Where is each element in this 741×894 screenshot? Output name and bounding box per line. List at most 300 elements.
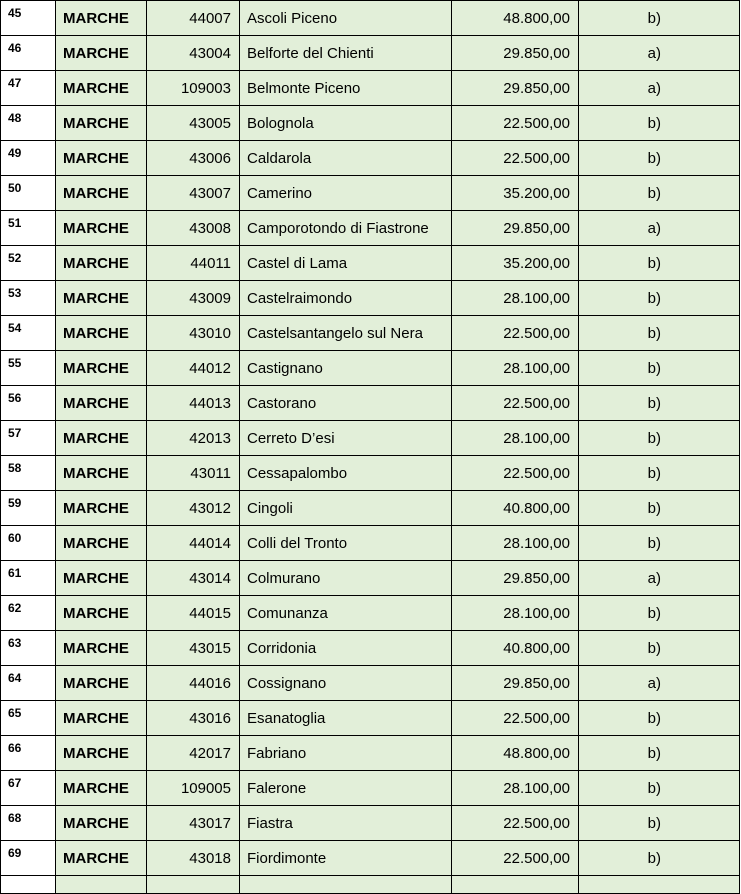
region-cell — [56, 736, 147, 771]
amount-cell-text: 28.100,00 — [503, 359, 570, 377]
istat-code-cell — [147, 456, 240, 491]
istat-code-cell — [147, 386, 240, 421]
row-number-text: 57 — [8, 426, 22, 440]
istat-code-cell-text: 44012 — [189, 359, 231, 377]
amount-cell-text: 22.500,00 — [503, 394, 570, 412]
region-cell — [56, 386, 147, 421]
istat-code-cell — [147, 421, 240, 456]
istat-code-cell-text: 43015 — [189, 639, 231, 657]
amount-cell — [452, 456, 579, 491]
row-number-text: 59 — [8, 496, 22, 510]
region-cell-text: MARCHE — [63, 324, 129, 342]
amount-cell — [452, 666, 579, 701]
region-cell-text: MARCHE — [63, 674, 129, 692]
municipality-cell-text: Castignano — [247, 359, 323, 377]
municipality-cell-text: Cossignano — [247, 674, 327, 692]
amount-cell — [452, 596, 579, 631]
row-number-text: 60 — [8, 531, 22, 545]
region-cell-text: MARCHE — [63, 79, 129, 97]
category-cell-text: b) — [647, 744, 661, 762]
table-row — [1, 421, 740, 456]
row-number-text: 58 — [8, 461, 22, 475]
row-number — [1, 596, 56, 631]
category-cell — [579, 631, 740, 666]
amount-cell-text: 22.500,00 — [503, 114, 570, 132]
row-number — [1, 631, 56, 666]
amount-cell — [452, 246, 579, 281]
amount-cell — [452, 736, 579, 771]
region-cell — [56, 36, 147, 71]
amount-cell — [452, 281, 579, 316]
municipality-cell — [240, 841, 452, 876]
row-number — [1, 561, 56, 596]
row-number — [1, 876, 56, 894]
amount-cell-text: 29.850,00 — [503, 569, 570, 587]
row-number — [1, 106, 56, 141]
row-number-text: 48 — [8, 111, 22, 125]
region-cell-text: MARCHE — [63, 219, 129, 237]
region-cell — [56, 491, 147, 526]
municipality-cell-text: Castelsantangelo sul Nera — [247, 324, 423, 342]
amount-cell-text: 28.100,00 — [503, 604, 570, 622]
municipality-cell-text: Castorano — [247, 394, 317, 412]
municipality-cell — [240, 316, 452, 351]
row-number-text: 46 — [8, 41, 22, 55]
istat-code-cell-text: 44011 — [190, 254, 231, 272]
category-cell — [579, 211, 740, 246]
row-number-text: 61 — [8, 566, 22, 580]
category-cell-text: b) — [647, 9, 661, 27]
istat-code-cell-text: 44015 — [189, 604, 231, 622]
istat-code-cell — [147, 246, 240, 281]
istat-code-cell-text: 43006 — [189, 149, 231, 167]
istat-code-cell-text: 109005 — [180, 779, 231, 797]
category-cell — [579, 141, 740, 176]
municipality-cell — [240, 666, 452, 701]
row-number-text: 69 — [8, 846, 22, 860]
row-number — [1, 1, 56, 36]
municipality-cell — [240, 246, 452, 281]
municipality-cell-text: Bolognola — [247, 114, 314, 132]
table-row — [1, 351, 740, 386]
region-cell — [56, 246, 147, 281]
row-number — [1, 421, 56, 456]
region-cell-text: MARCHE — [63, 779, 129, 797]
amount-cell — [452, 421, 579, 456]
row-number — [1, 806, 56, 841]
row-number-text: 62 — [8, 601, 22, 615]
amount-cell — [452, 36, 579, 71]
region-cell-text: MARCHE — [63, 254, 129, 272]
region-cell — [56, 1, 147, 36]
region-cell — [56, 176, 147, 211]
istat-code-cell — [147, 701, 240, 736]
table-row — [1, 736, 740, 771]
category-cell — [579, 876, 740, 894]
amount-cell-text: 48.800,00 — [503, 9, 570, 27]
region-cell — [56, 526, 147, 561]
region-cell-text: MARCHE — [63, 639, 129, 657]
municipality-cell-text: Belmonte Piceno — [247, 79, 361, 97]
amount-cell — [452, 631, 579, 666]
amount-cell — [452, 351, 579, 386]
region-cell-text: MARCHE — [63, 44, 129, 62]
table-row — [1, 561, 740, 596]
category-cell — [579, 1, 740, 36]
amount-cell — [452, 211, 579, 246]
municipality-cell — [240, 1, 452, 36]
row-number-text: 55 — [8, 356, 22, 370]
category-cell — [579, 526, 740, 561]
amount-cell — [452, 316, 579, 351]
amount-cell-text: 22.500,00 — [503, 709, 570, 727]
row-number — [1, 701, 56, 736]
municipality-cell-text: Colli del Tronto — [247, 534, 348, 552]
istat-code-cell — [147, 771, 240, 806]
municipality-cell — [240, 421, 452, 456]
municipality-cell — [240, 491, 452, 526]
amount-cell-text: 28.100,00 — [503, 779, 570, 797]
region-cell-text: MARCHE — [63, 709, 129, 727]
amount-cell — [452, 876, 579, 894]
row-number — [1, 841, 56, 876]
municipality-cell — [240, 351, 452, 386]
municipality-cell — [240, 176, 452, 211]
table-row — [1, 211, 740, 246]
category-cell-text: b) — [647, 324, 661, 342]
row-number — [1, 456, 56, 491]
municipality-cell — [240, 596, 452, 631]
municipality-cell — [240, 631, 452, 666]
istat-code-cell — [147, 141, 240, 176]
region-cell — [56, 421, 147, 456]
amount-cell — [452, 1, 579, 36]
istat-code-cell-text: 43018 — [189, 849, 231, 867]
category-cell — [579, 701, 740, 736]
amount-cell-text: 35.200,00 — [503, 184, 570, 202]
table-row — [1, 701, 740, 736]
region-cell-text: MARCHE — [63, 394, 129, 412]
row-number — [1, 141, 56, 176]
municipality-cell-text: Castel di Lama — [247, 254, 348, 272]
municipality-cell-text: Camporotondo di Fiastrone — [247, 219, 429, 237]
category-cell-text: b) — [647, 394, 661, 412]
row-number — [1, 71, 56, 106]
amount-cell-text: 35.200,00 — [503, 254, 570, 272]
amount-cell — [452, 491, 579, 526]
category-cell — [579, 281, 740, 316]
municipality-cell-text: Camerino — [247, 184, 313, 202]
row-number-text: 68 — [8, 811, 22, 825]
amount-cell-text: 22.500,00 — [503, 149, 570, 167]
municipality-cell — [240, 36, 452, 71]
table-row — [1, 841, 740, 876]
table-row — [1, 141, 740, 176]
amount-cell — [452, 806, 579, 841]
istat-code-cell — [147, 491, 240, 526]
istat-code-cell-text: 43012 — [189, 499, 231, 517]
row-number — [1, 316, 56, 351]
municipality-cell — [240, 456, 452, 491]
municipality-cell — [240, 526, 452, 561]
istat-code-cell — [147, 876, 240, 894]
amount-cell — [452, 141, 579, 176]
region-cell-text: MARCHE — [63, 9, 129, 27]
category-cell — [579, 841, 740, 876]
region-cell-text: MARCHE — [63, 569, 129, 587]
row-number — [1, 176, 56, 211]
region-cell-text: MARCHE — [63, 289, 129, 307]
amount-cell-text: 40.800,00 — [503, 499, 570, 517]
municipality-cell — [240, 771, 452, 806]
istat-code-cell-text: 42013 — [189, 429, 231, 447]
category-cell-text: b) — [647, 639, 661, 657]
municipality-cell-text: Falerone — [247, 779, 307, 797]
table-body — [1, 1, 740, 894]
amount-cell-text: 28.100,00 — [503, 429, 570, 447]
region-cell-text: MARCHE — [63, 464, 129, 482]
category-cell — [579, 806, 740, 841]
category-cell — [579, 596, 740, 631]
region-cell — [56, 841, 147, 876]
istat-code-cell-text: 43004 — [189, 44, 231, 62]
region-cell — [56, 456, 147, 491]
amount-cell-text: 29.850,00 — [503, 44, 570, 62]
category-cell-text: b) — [647, 779, 661, 797]
istat-code-cell-text: 43005 — [189, 114, 231, 132]
row-number — [1, 526, 56, 561]
row-number-text: 65 — [8, 706, 22, 720]
table-row — [1, 316, 740, 351]
istat-code-cell — [147, 351, 240, 386]
municipality-cell — [240, 876, 452, 894]
municipality-cell-text: Cessapalombo — [247, 464, 348, 482]
category-cell-text: b) — [647, 464, 661, 482]
istat-code-cell — [147, 596, 240, 631]
region-cell-text: MARCHE — [63, 429, 129, 447]
istat-code-cell-text: 109003 — [180, 79, 231, 97]
istat-code-cell — [147, 841, 240, 876]
istat-code-cell — [147, 106, 240, 141]
istat-code-cell — [147, 1, 240, 36]
table-row — [1, 526, 740, 561]
istat-code-cell-text: 44007 — [189, 9, 231, 27]
istat-code-cell — [147, 316, 240, 351]
row-number — [1, 491, 56, 526]
row-number-text: 54 — [8, 321, 22, 335]
row-number — [1, 211, 56, 246]
municipality-cell — [240, 141, 452, 176]
municipality-cell — [240, 736, 452, 771]
municipality-cell-text: Belforte del Chienti — [247, 44, 374, 62]
municipality-cell-text: Cingoli — [247, 499, 293, 517]
amount-cell-text: 48.800,00 — [503, 744, 570, 762]
amount-cell — [452, 561, 579, 596]
category-cell-text: b) — [647, 429, 661, 447]
amount-cell-text: 22.500,00 — [503, 849, 570, 867]
region-cell — [56, 106, 147, 141]
municipality-cell-text: Esanatoglia — [247, 709, 326, 727]
category-cell — [579, 771, 740, 806]
region-cell-text: MARCHE — [63, 849, 129, 867]
amount-cell — [452, 526, 579, 561]
amount-cell — [452, 176, 579, 211]
region-cell — [56, 771, 147, 806]
amount-cell-text: 28.100,00 — [503, 534, 570, 552]
table-row — [1, 176, 740, 211]
region-cell — [56, 211, 147, 246]
row-number-text: 66 — [8, 741, 22, 755]
region-cell — [56, 631, 147, 666]
row-number-text: 63 — [8, 636, 22, 650]
table-row — [1, 806, 740, 841]
category-cell — [579, 246, 740, 281]
istat-code-cell — [147, 36, 240, 71]
amount-cell — [452, 771, 579, 806]
municipality-cell-text: Caldarola — [247, 149, 312, 167]
row-number-text: 56 — [8, 391, 22, 405]
region-cell — [56, 71, 147, 106]
category-cell-text: b) — [647, 289, 661, 307]
amount-cell — [452, 386, 579, 421]
row-number — [1, 351, 56, 386]
category-cell-text: b) — [647, 114, 661, 132]
category-cell-text: b) — [647, 359, 661, 377]
municipality-cell-text: Castelraimondo — [247, 289, 353, 307]
category-cell — [579, 386, 740, 421]
category-cell — [579, 421, 740, 456]
municipality-cell-text: Comunanza — [247, 604, 328, 622]
municipality-cell — [240, 561, 452, 596]
municipality-cell-text: Cerreto D’esi — [247, 429, 335, 447]
category-cell-text: b) — [647, 254, 661, 272]
category-cell-text: b) — [647, 534, 661, 552]
istat-code-cell-text: 44014 — [189, 534, 231, 552]
region-cell-text: MARCHE — [63, 359, 129, 377]
amount-cell-text: 22.500,00 — [503, 324, 570, 342]
region-cell — [56, 351, 147, 386]
category-cell — [579, 666, 740, 701]
region-cell — [56, 876, 147, 894]
municipality-cell-text: Ascoli Piceno — [247, 9, 338, 27]
amount-cell-text: 22.500,00 — [503, 814, 570, 832]
istat-code-cell — [147, 526, 240, 561]
category-cell — [579, 36, 740, 71]
row-number-text: 67 — [8, 776, 22, 790]
amount-cell-text: 29.850,00 — [503, 219, 570, 237]
istat-code-cell-text: 43016 — [189, 709, 231, 727]
row-number-text: 50 — [8, 181, 22, 195]
table-row — [1, 386, 740, 421]
istat-code-cell — [147, 281, 240, 316]
region-cell-text: MARCHE — [63, 499, 129, 517]
municipality-cell-text: Fabriano — [247, 744, 307, 762]
table-row — [1, 36, 740, 71]
region-cell-text: MARCHE — [63, 114, 129, 132]
municipality-cell — [240, 71, 452, 106]
category-cell — [579, 71, 740, 106]
row-number-text: 49 — [8, 146, 22, 160]
row-number-text: 47 — [8, 76, 22, 90]
category-cell-text: b) — [647, 604, 661, 622]
amount-cell — [452, 701, 579, 736]
row-number-text: 53 — [8, 286, 22, 300]
istat-code-cell-text: 43007 — [189, 184, 231, 202]
category-cell-text: b) — [647, 184, 661, 202]
row-number-text: 51 — [8, 216, 22, 230]
istat-code-cell — [147, 666, 240, 701]
row-number — [1, 736, 56, 771]
region-cell-text: MARCHE — [63, 149, 129, 167]
table-row — [1, 106, 740, 141]
row-number — [1, 666, 56, 701]
istat-code-cell — [147, 631, 240, 666]
category-cell-text: a) — [647, 674, 661, 692]
region-cell-text: MARCHE — [63, 814, 129, 832]
istat-code-cell-text: 43014 — [189, 569, 231, 587]
istat-code-cell — [147, 176, 240, 211]
row-number-text: 52 — [8, 251, 22, 265]
row-number-text: 45 — [8, 6, 22, 20]
amount-cell-text: 28.100,00 — [503, 289, 570, 307]
row-number — [1, 246, 56, 281]
region-cell-text: MARCHE — [63, 744, 129, 762]
category-cell-text: b) — [647, 709, 661, 727]
amount-cell-text: 29.850,00 — [503, 674, 570, 692]
table-row — [1, 666, 740, 701]
istat-code-cell — [147, 211, 240, 246]
amount-cell — [452, 841, 579, 876]
category-cell — [579, 491, 740, 526]
category-cell-text: a) — [647, 569, 661, 587]
istat-code-cell-text: 44016 — [189, 674, 231, 692]
row-number — [1, 281, 56, 316]
category-cell — [579, 736, 740, 771]
istat-code-cell-text: 42017 — [189, 744, 231, 762]
region-cell-text: MARCHE — [63, 184, 129, 202]
amount-cell — [452, 106, 579, 141]
table-row — [1, 596, 740, 631]
table-row — [1, 876, 740, 894]
municipality-cell — [240, 281, 452, 316]
municipality-cell — [240, 106, 452, 141]
amount-cell-text: 22.500,00 — [503, 464, 570, 482]
table-row — [1, 246, 740, 281]
istat-code-cell — [147, 806, 240, 841]
table-row — [1, 631, 740, 666]
istat-code-cell-text: 43010 — [189, 324, 231, 342]
row-number — [1, 771, 56, 806]
row-number-text: 64 — [8, 671, 22, 685]
region-cell — [56, 141, 147, 176]
row-number — [1, 36, 56, 71]
table-row — [1, 491, 740, 526]
istat-code-cell — [147, 71, 240, 106]
istat-code-cell-text: 43009 — [189, 289, 231, 307]
category-cell — [579, 456, 740, 491]
category-cell — [579, 176, 740, 211]
category-cell-text: a) — [647, 79, 661, 97]
municipality-cell-text: Colmurano — [247, 569, 321, 587]
region-cell — [56, 666, 147, 701]
category-cell — [579, 316, 740, 351]
region-cell-text: MARCHE — [63, 534, 129, 552]
category-cell-text: b) — [647, 499, 661, 517]
region-cell — [56, 561, 147, 596]
region-cell — [56, 701, 147, 736]
region-cell — [56, 806, 147, 841]
amount-cell-text: 40.800,00 — [503, 639, 570, 657]
